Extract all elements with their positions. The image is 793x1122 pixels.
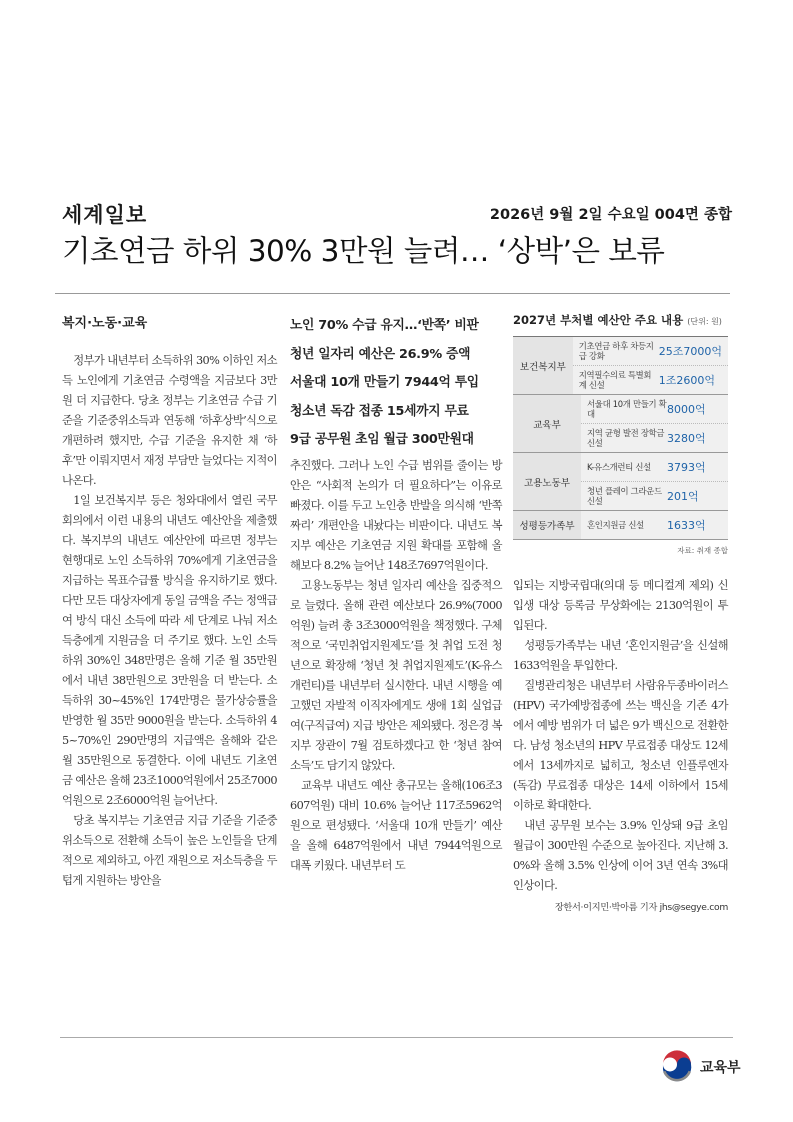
table-row	[581, 424, 728, 452]
budget-table-box	[513, 312, 728, 556]
article-headline: 기초연금 하위 30% 3만원 늘려… ‘상박’은 보류	[62, 234, 665, 268]
subhead: 노인 70% 수급 유지…‘반쪽’ 비판	[290, 318, 479, 333]
table-row	[573, 366, 728, 394]
paragraph: 질병관리청은 내년부터 사람유두종바이러스(HPV) 국가예방접종에 쓰는 백신을 기존 4가에서 예방 범위가 더 넓은 9가 백신으로 전환한다. 남성 청소년의 HPV 무료접종 대상도 12세에서 13세까지로 넓히고, 청소년 인플루엔자(독감) 무료접종 대상은 14세 이하에서 15세 이하로 확대한다.	[513, 679, 728, 812]
subhead: 서울대 10개 만들기 7944억 투입	[290, 375, 479, 390]
ministry-label: 고용노동부	[513, 453, 581, 510]
ministry-label: 교육부	[513, 395, 581, 452]
article-column-2	[290, 456, 502, 876]
headline-divider	[55, 293, 730, 294]
subhead: 9급 공무원 초임 월급 300만원대	[290, 432, 474, 447]
item-name: 지역 균형 발전 장학금 신설	[587, 428, 665, 448]
byline: 장한서·이지민·박아름 기자 jhs@segye.com	[554, 902, 728, 913]
paragraph: 추진했다. 그러나 노인 수급 범위를 줄이는 방안은 “사회적 논의가 더 필요하다”는 이유로 빠졌다. 이를 두고 노인층 반발을 의식해 ‘반쪽짜리’ 개편안을 내놨다는 비판이다. 내년도 복지부 예산은 기초연금 지원 확대를 포함해 올해보다 8.2% 늘어난 148조7697억원이다.	[290, 459, 502, 572]
column-1-text	[62, 351, 277, 891]
subhead: 청소년 독감 접종 15세까지 무료	[290, 403, 469, 419]
table-row	[581, 453, 728, 482]
table-source: 자료: 취재 종합	[677, 546, 728, 555]
table-row	[573, 337, 728, 366]
item-value: 3280억	[667, 432, 706, 445]
paragraph: 성평등가족부는 내년 ‘혼인지원금’을 신설해 1633억원을 투입한다.	[513, 639, 728, 672]
paragraph: 교육부 내년도 예산 총규모는 올해(106조3607억원) 대비 10.6% 늘어난 117조5962억원으로 편성됐다. ‘서울대 10개 만들기’ 예산을 올해 6487억원에서 내년 7944억원으로 대폭 키웠다. 내년부터 도	[290, 779, 502, 872]
table-title-text: 2027년 부처별 예산안 주요 내용	[513, 313, 684, 327]
item-name: 지역필수의료 특별회계 신설	[578, 370, 652, 390]
article-column-1	[62, 312, 277, 891]
item-value: 3793억	[667, 461, 706, 474]
subheads-block	[290, 312, 502, 471]
article-column-3	[513, 576, 728, 918]
table-row	[581, 511, 728, 539]
newspaper-name: 세계일보	[62, 203, 148, 227]
issue-date: 2026년 9월 2일 수요일 004면 종합	[489, 207, 732, 223]
paragraph: 정부가 내년부터 소득하위 30% 이하인 저소득 노인에게 기초연금 수령액을 지금보다 3만원 더 지급한다. 당초 정부는 기초연금 수급 기준을 기준중위소득과 연동해 ‘하후상박’식으로 개편하려 했지만, 수급 기준을 유지한 채 ‘하후’만 이뤄지면서 재정 부담만 늘었다는 지적이 나온다.	[62, 354, 277, 487]
subhead: 청년 일자리 예산은 26.9% 증액	[290, 346, 471, 362]
item-value: 201억	[667, 490, 699, 503]
item-value: 1633억	[667, 519, 706, 532]
item-value: 25조7000억	[658, 345, 722, 358]
footer-divider	[60, 1037, 733, 1038]
ministry-logo	[660, 1050, 741, 1084]
ministry-label: 성평등가족부	[513, 511, 581, 539]
paragraph: 입되는 지방국립대(의대 등 메디컬계 제외) 신입생 대상 등록금 무상화에는 2130억원이 투입된다.	[513, 579, 728, 632]
item-name: K-유스개런티 신설	[587, 462, 651, 472]
item-name: 서울대 10개 만들기 확대	[587, 399, 667, 419]
table-group-gender-equality	[513, 511, 728, 540]
table-title	[513, 312, 728, 328]
item-value: 1조2600억	[658, 374, 715, 387]
paragraph: 1일 보건복지부 등은 청와대에서 열린 국무회의에서 이런 내용의 내년도 예산안을 제출했다. 복지부의 내년도 예산안에 따르면 정부는 현행대로 노인 소득하위 70%에게 기초연금을 지급하는 목표수급률 방식을 유지하기로 했다. 다만 모든 대상자에게 동일 금액을 주는 정액급여 방식 대신 소득에 따라 세 단계로 나눠 저소득층에게 지원금을 더 주기로 했다. 노인 소득하위 30%인 348만명은 올해 기준 월 35만원에서 내년 38만원으로 3만원을 더 받는다. 소득하위 30~45%인 174만명은 물가상승률을 반영한 월 35만 9000원을 받는다. 소득하위 45~70%인 290만명의 지급액은 올해와 같은 월 35만원으로 동결한다. 이에 내년도 기초연금 예산은 올해 23조1000억원에서 25조7000억원으로 2조6000억원 늘어난다.	[62, 494, 277, 807]
paragraph: 당초 복지부는 기초연금 지급 기준을 기준중위소득으로 전환해 소득이 높은 노인들을 단계적으로 제외하고, 아낀 재원으로 저소득층을 두텁게 지원하는 방안을	[62, 814, 277, 887]
item-value: 8000억	[667, 403, 706, 416]
item-name: 청년 플레이 그라운드 신설	[587, 486, 662, 506]
table-unit: (단위: 원)	[687, 317, 722, 326]
table-row	[581, 395, 728, 424]
paragraph: 고용노동부는 청년 일자리 예산을 집중적으로 늘렸다. 올해 관련 예산보다 26.9%(7000억원) 늘려 총 3조3000억원을 책정했다. 구체적으로 ‘국민취업지원제도’를 첫 취업 도전 청년으로 확장해 ‘청년 첫 취업지원제도’(K-유스개런티)를 내년부터 실시한다. 내년 시행을 예고했던 자발적 이직자에게도 생애 1회 실업급여(구직급여) 지급 방안은 제외됐다. 정은경 복지부 장관이 7월 검토하겠다고 한 ‘청년 참여소득’도 담기지 않았다.	[290, 579, 502, 772]
masthead	[62, 199, 732, 229]
ministry-name: 교육부	[700, 1060, 741, 1076]
table-group-education	[513, 395, 728, 453]
paragraph: 내년 공무원 보수는 3.9% 인상돼 9급 초임 월급이 300만원 수준으로 높아진다. 지난해 3.0%와 올해 3.5% 인상에 이어 3년 연속 3%대 인상이다.	[513, 819, 728, 892]
item-name: 기초연금 하후 차등지급 강화	[578, 341, 654, 361]
table-row	[581, 482, 728, 510]
budget-table	[513, 336, 728, 540]
table-group-welfare	[513, 337, 728, 395]
table-group-labor	[513, 453, 728, 511]
taegeuk-emblem-icon	[660, 1050, 694, 1084]
ministry-label: 보건복지부	[513, 337, 573, 394]
item-name: 혼인지원금 신설	[587, 520, 644, 530]
section-label: 복지·노동·교육	[62, 316, 148, 331]
